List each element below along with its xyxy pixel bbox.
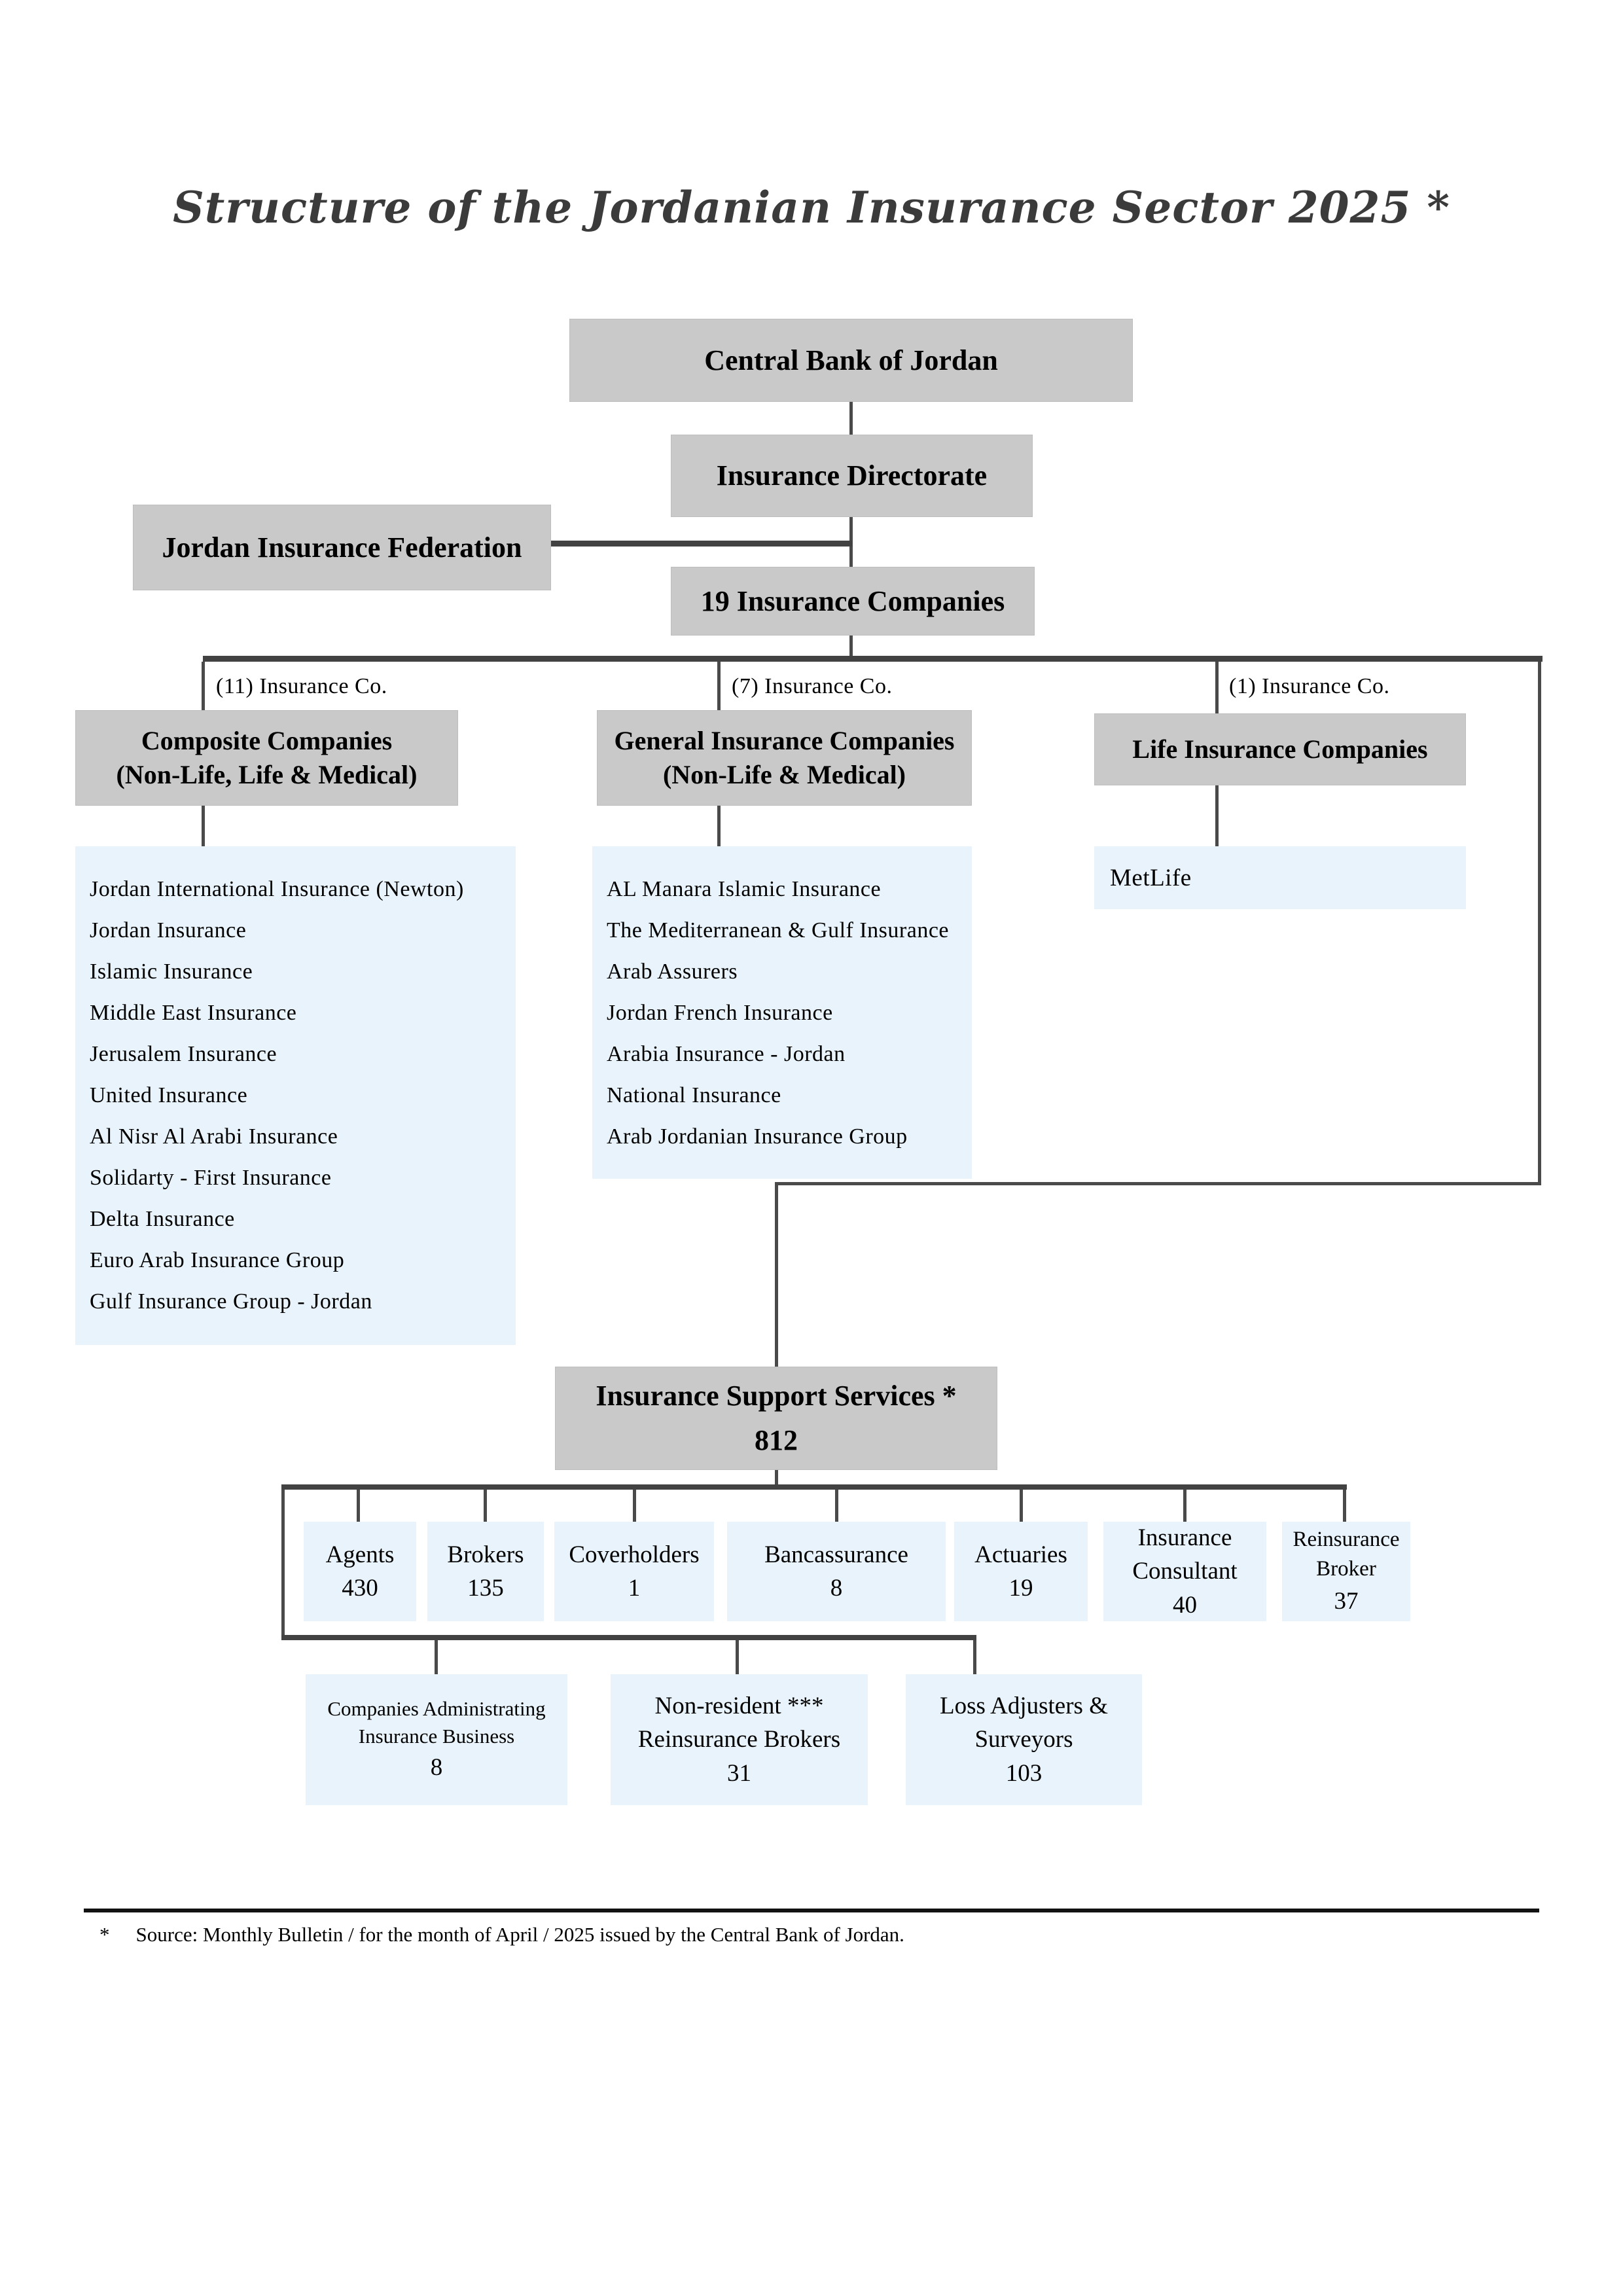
company-list-item: Arab Jordanian Insurance Group — [607, 1124, 908, 1149]
reinsurance-broker-value: 37 — [1334, 1588, 1359, 1615]
connector-row1-row2 — [281, 1490, 285, 1638]
company-list-item: Jerusalem Insurance — [90, 1042, 277, 1066]
insurance-companies-19-label: 19 Insurance Companies — [700, 584, 1005, 617]
central-bank-box — [569, 319, 1133, 402]
brokers-label: Brokers — [447, 1541, 524, 1568]
jordan-insurance-federation-box — [133, 505, 551, 590]
company-list-item: National Insurance — [607, 1083, 781, 1107]
support-box-agents — [304, 1522, 416, 1621]
brokers-value: 135 — [467, 1575, 504, 1602]
company-list-item: Middle East Insurance — [90, 1001, 297, 1025]
support-box-bancassurance — [727, 1522, 946, 1621]
company-list-item: AL Manara Islamic Insurance — [607, 877, 882, 901]
nonresident-reinsurance-value: 31 — [727, 1759, 751, 1787]
branch-distribution-line — [203, 656, 1543, 662]
footnote-text: Source: Monthly Bulletin / for the month of April / 2025 issued by the Central Bank of Jordan. — [135, 1923, 904, 1946]
general-count-label: (7) Insurance Co. — [732, 674, 893, 698]
company-list-item: Solidarty - First Insurance — [90, 1166, 332, 1190]
insurance-consultant-label: Insurance Consultant — [1132, 1524, 1238, 1585]
company-list-item: United Insurance — [90, 1083, 248, 1107]
company-list-item: Islamic Insurance — [90, 960, 253, 984]
support-box-reinsurance-broker — [1282, 1522, 1410, 1621]
loss-adjusters-label: Loss Adjusters & Surveyors — [940, 1693, 1108, 1753]
drop-agents — [357, 1490, 360, 1522]
drop-insurance-consultant — [1183, 1490, 1186, 1522]
companies-administrating-value: 8 — [430, 1754, 443, 1782]
company-list-item: Jordan Insurance — [90, 918, 247, 942]
support-services-label: Insurance Support Services * — [596, 1379, 957, 1412]
life-company-box — [1094, 846, 1466, 909]
loss-adjusters-value: 103 — [1005, 1759, 1043, 1787]
drop-loss-adjusters — [973, 1640, 976, 1674]
composite-header-line2: (Non-Life, Life & Medical) — [116, 760, 418, 789]
metlife-label: MetLife — [1110, 864, 1192, 891]
support-services-total: 812 — [755, 1424, 798, 1456]
page-title: Structure of the Jordanian Insurance Sector 2025 * — [173, 182, 1450, 233]
connector-composite-list — [202, 806, 205, 846]
drop-nonresident — [736, 1640, 739, 1674]
connector-general-list — [717, 806, 721, 846]
composite-header-line1: Composite Companies — [141, 726, 393, 755]
drop-life — [1215, 662, 1219, 713]
composite-count-label: (11) Insurance Co. — [216, 674, 387, 698]
company-list-item: Al Nisr Al Arabi Insurance — [90, 1124, 338, 1149]
insurance-companies-19-box — [671, 567, 1035, 636]
connector-support-horizontal — [775, 1182, 1541, 1185]
insurance-consultant-value: 40 — [1173, 1591, 1197, 1619]
support-box-loss-adjusters — [906, 1674, 1142, 1805]
drop-brokers — [484, 1490, 487, 1522]
company-list-item: Euro Arab Insurance Group — [90, 1248, 345, 1272]
connector-federation — [551, 541, 852, 547]
connector-support-vertical — [775, 1185, 778, 1367]
support-box-actuaries — [954, 1522, 1088, 1621]
jordan-insurance-federation-label: Jordan Insurance Federation — [162, 531, 522, 564]
agents-label: Agents — [325, 1541, 395, 1568]
bancassurance-value: 8 — [830, 1575, 843, 1602]
support-box-coverholders — [554, 1522, 714, 1621]
connector-support-row1 — [775, 1470, 778, 1484]
connector-companies-branchline — [849, 636, 853, 656]
reinsurance-broker-label: Reinsurance Broker — [1293, 1527, 1400, 1581]
company-list-item: Jordan French Insurance — [607, 1001, 833, 1025]
general-company-list — [592, 846, 972, 1179]
nonresident-reinsurance-label: Non-resident *** Reinsurance Brokers — [637, 1693, 841, 1753]
drop-coverholders — [633, 1490, 636, 1522]
life-header-line1: Life Insurance Companies — [1132, 734, 1428, 764]
row2-distribution-line — [281, 1635, 976, 1640]
insurance-directorate-box — [671, 435, 1033, 517]
support-box-nonresident-reinsurance — [611, 1674, 868, 1805]
composite-company-list — [75, 846, 516, 1345]
company-list-item: Jordan International Insurance (Newton) — [90, 877, 464, 901]
coverholders-label: Coverholders — [569, 1541, 700, 1568]
actuaries-value: 19 — [1008, 1575, 1033, 1602]
general-header-box — [597, 710, 972, 806]
companies-administrating-label: Companies Administrating Insurance Business — [327, 1696, 546, 1748]
general-header-line1: General Insurance Companies — [614, 726, 955, 755]
footnote — [99, 1923, 904, 1946]
drop-companies-administrating — [435, 1640, 438, 1674]
company-list-item: The Mediterranean & Gulf Insurance — [607, 918, 949, 942]
support-box-insurance-consultant — [1103, 1522, 1266, 1621]
company-list-item: Arabia Insurance - Jordan — [607, 1042, 846, 1066]
coverholders-value: 1 — [628, 1575, 641, 1602]
connector-centralbank-directorate — [849, 402, 853, 435]
bancassurance-label: Bancassurance — [764, 1541, 908, 1568]
row1-distribution-line — [281, 1484, 1347, 1490]
central-bank-label: Central Bank of Jordan — [704, 344, 998, 376]
drop-bancassurance — [835, 1490, 838, 1522]
drop-actuaries — [1020, 1490, 1023, 1522]
support-box-brokers — [427, 1522, 544, 1621]
footer-divider — [84, 1909, 1539, 1912]
support-box-companies-administrating — [306, 1674, 567, 1805]
company-list-item: Delta Insurance — [90, 1207, 235, 1231]
composite-header-box — [75, 710, 458, 806]
company-list-item: Gulf Insurance Group - Jordan — [90, 1289, 372, 1314]
connector-life-list — [1215, 785, 1219, 846]
support-services-box — [555, 1367, 997, 1470]
drop-general — [717, 662, 721, 710]
drop-composite — [202, 662, 205, 710]
life-count-label: (1) Insurance Co. — [1229, 674, 1390, 698]
drop-reinsurance-broker — [1343, 1490, 1346, 1522]
company-list-item: Arab Assurers — [607, 960, 738, 984]
footnote-marker: * — [99, 1923, 110, 1946]
actuaries-label: Actuaries — [974, 1541, 1067, 1568]
general-header-line2: (Non-Life & Medical) — [662, 760, 906, 789]
insurance-directorate-label: Insurance Directorate — [716, 459, 988, 492]
life-header-box — [1094, 713, 1466, 785]
agents-value: 430 — [342, 1575, 378, 1602]
connector-right-vertical — [1538, 662, 1541, 1185]
